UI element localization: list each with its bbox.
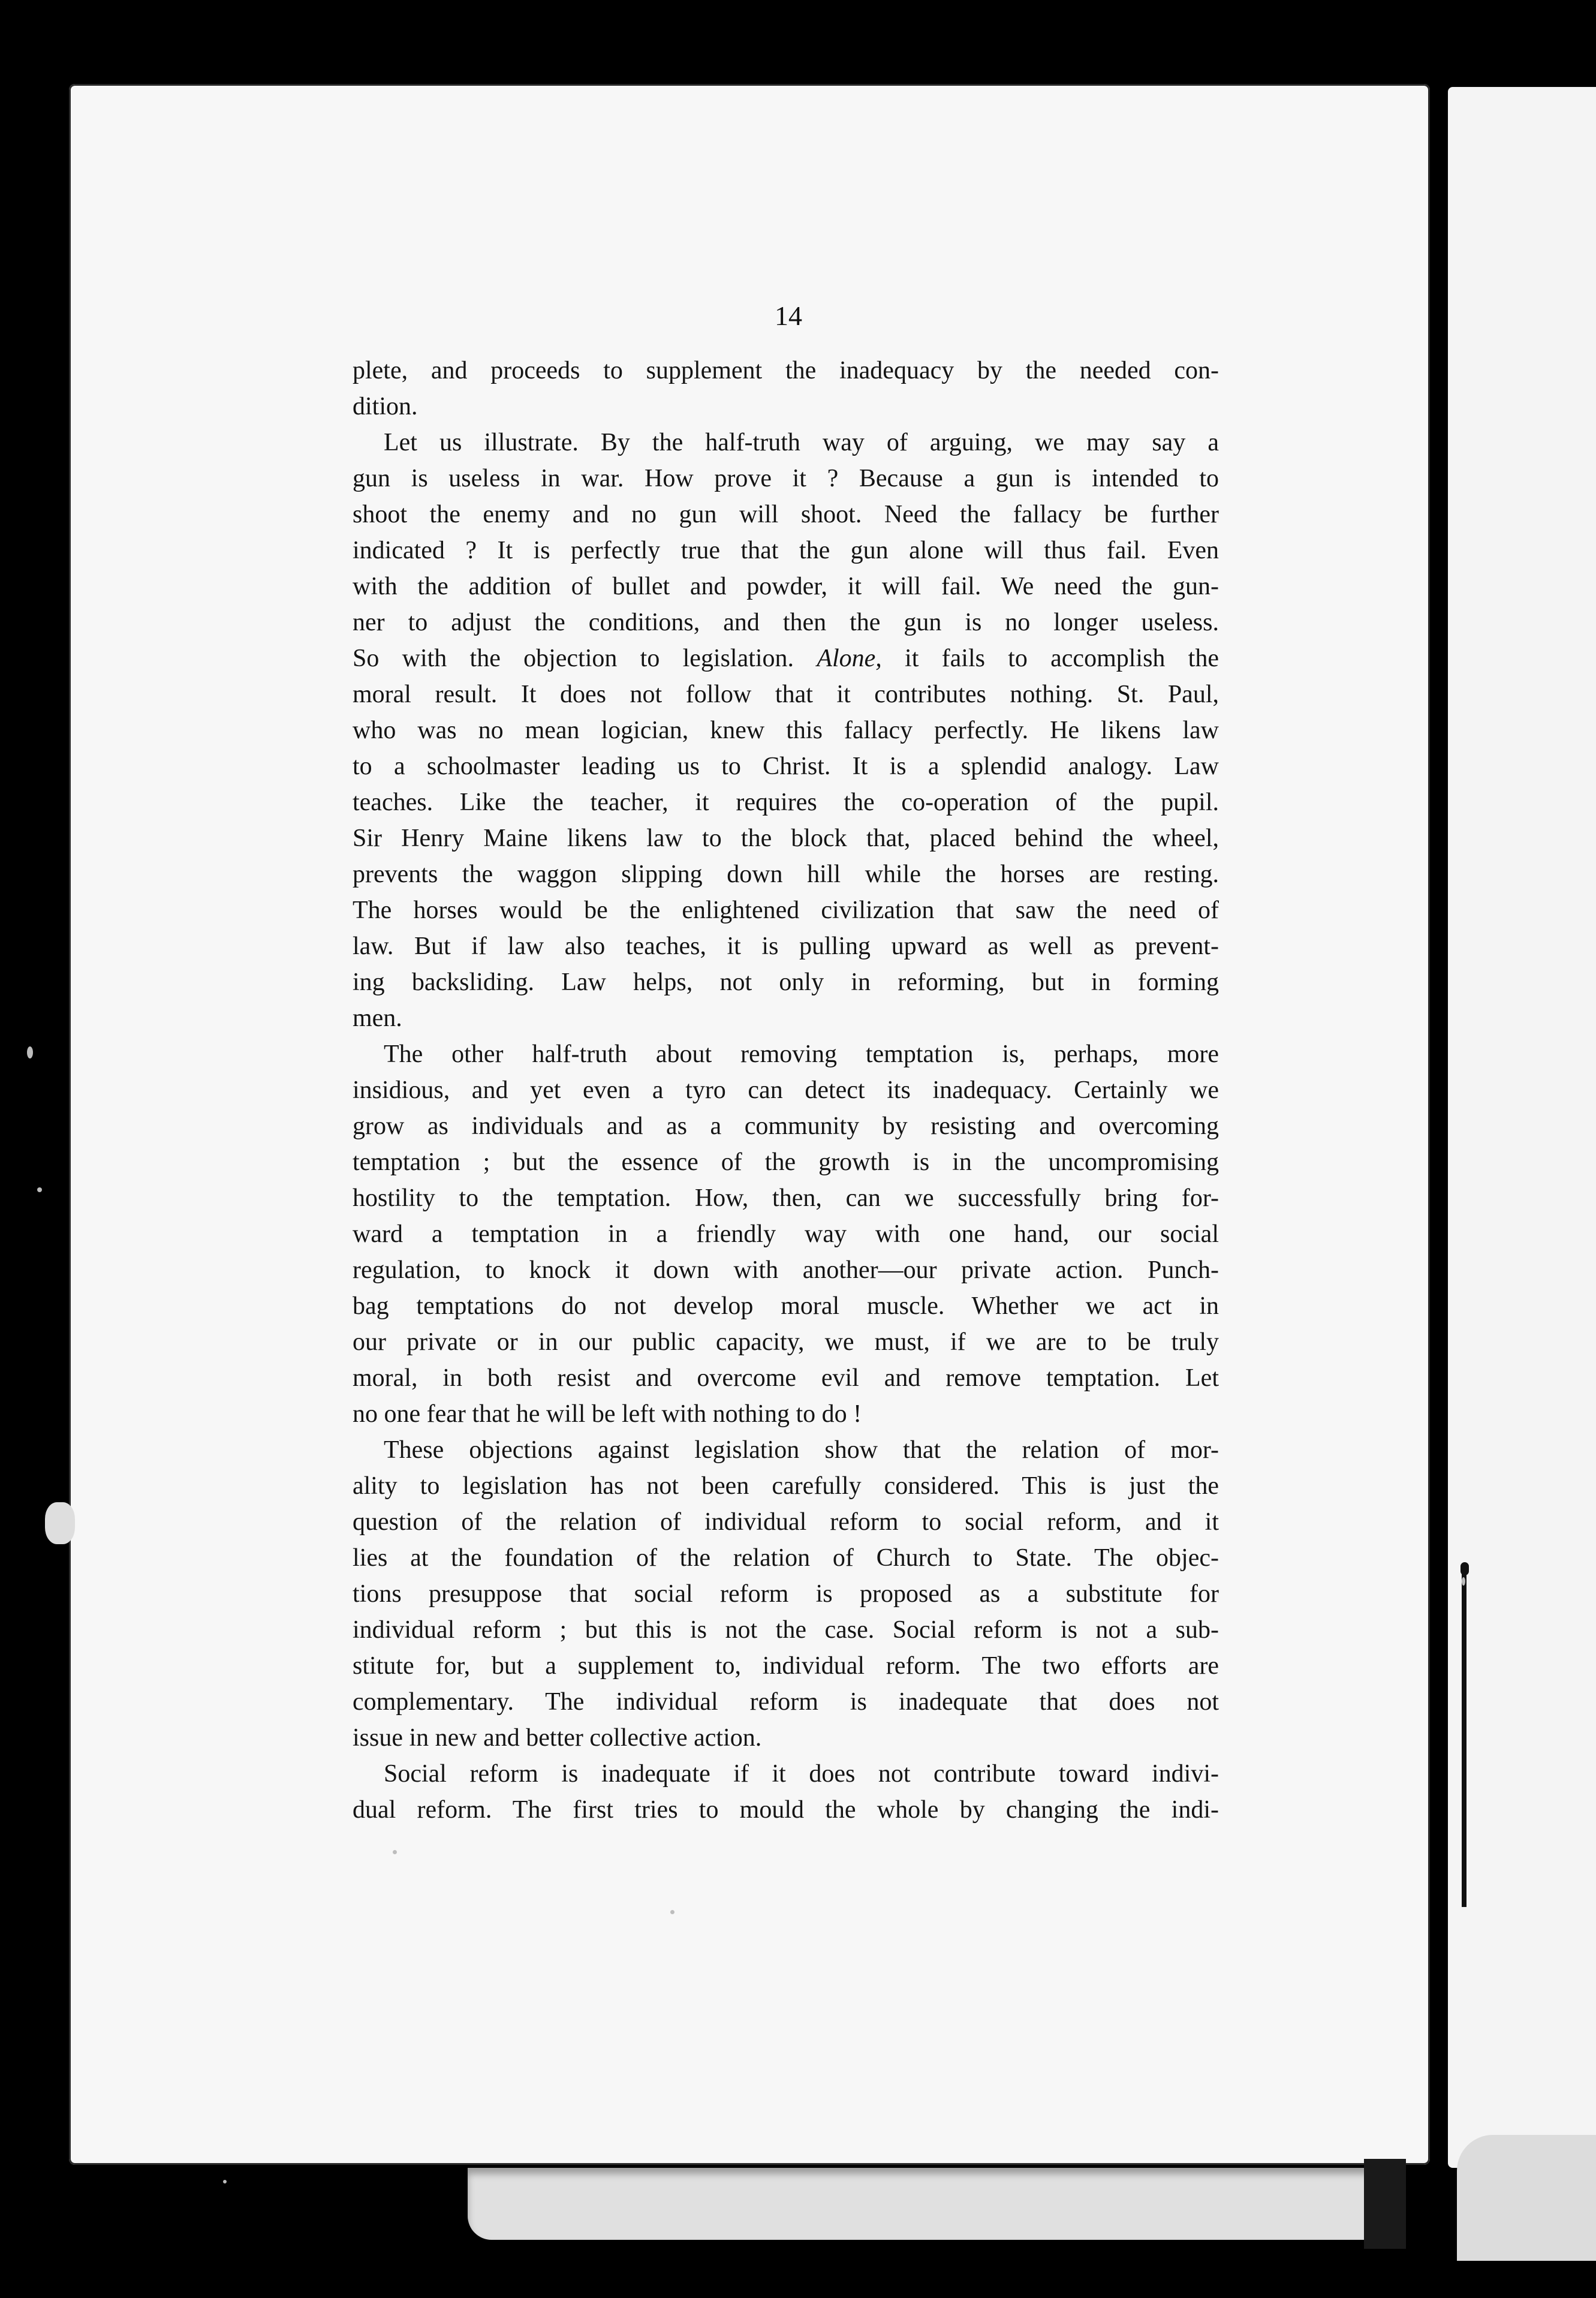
text-line — [353, 640, 1219, 676]
text-line: ner to adjust the conditions, and then the gun is no longer useless. — [353, 609, 1219, 636]
text-line: bag temptations do not develop moral muscle. Whether we act in — [353, 1292, 1219, 1320]
text-line: These objections against legislation show that the relation of mor- — [384, 1436, 1219, 1464]
text-line: plete, and proceeds to supplement the inadequacy by the needed con- — [353, 357, 1219, 384]
text-line: The horses would be the enlightened civilization that saw the need of — [353, 897, 1219, 924]
text-line: issue in new and better collective action. — [353, 1724, 762, 1752]
speck — [1462, 1577, 1465, 1586]
text-segment: it fails to accomplish the — [881, 645, 1219, 672]
text-line: tions presuppose that social reform is proposed as a substitute for — [353, 1580, 1219, 1608]
text-line: stitute for, but a supplement to, individual reform. The two efforts are — [353, 1652, 1219, 1680]
speck — [670, 1910, 674, 1914]
speck — [393, 1850, 397, 1854]
text-line: regulation, to knock it down with another—our private action. Punch- — [353, 1256, 1219, 1284]
text-line: our private or in our public capacity, we must, if we are to be truly — [353, 1328, 1219, 1356]
text-line: ing backsliding. Law helps, not only in reforming, but in forming — [353, 968, 1219, 996]
text-line: hostility to the temptation. How, then, can we successfully bring for- — [353, 1184, 1219, 1212]
text-line: dual reform. The first tries to mould the whole by changing the indi- — [353, 1796, 1219, 1824]
text-line: lies at the foundation of the relation of Church to State. The objec- — [353, 1544, 1219, 1572]
text-line: moral, in both resist and overcome evil and remove temptation. Let — [353, 1364, 1219, 1392]
body-text — [353, 353, 1219, 1828]
text-line: insidious, and yet even a tyro can detect its inadequacy. Certainly we — [353, 1076, 1219, 1104]
text-line: Social reform is inadequate if it does not contribute toward indivi- — [384, 1760, 1219, 1788]
text-line: ward a temptation in a friendly way with one hand, our social — [353, 1220, 1219, 1248]
text-line: teaches. Like the teacher, it requires the co-operation of the pupil. — [353, 789, 1219, 816]
text-line: temptation ; but the essence of the growth is in the uncompromising — [353, 1148, 1219, 1176]
speck — [223, 2180, 227, 2183]
text-line: moral result. It does not follow that it contributes nothing. St. Paul, — [353, 681, 1219, 708]
text-line: who was no mean logician, knew this fallacy perfectly. He likens law — [353, 717, 1219, 744]
text-line: grow as individuals and as a community by resisting and overcoming — [353, 1112, 1219, 1140]
text-line: The other half-truth about removing temptation is, perhaps, more — [384, 1040, 1219, 1068]
text-line: with the addition of bullet and powder, it will fail. We need the gun- — [353, 573, 1219, 600]
text-segment: So with the objection to legislation. — [353, 645, 817, 672]
text-line: ality to legislation has not been carefully considered. This is just the — [353, 1472, 1219, 1500]
text-line: no one fear that he will be left with nothing to do ! — [353, 1400, 862, 1428]
speck — [27, 1046, 33, 1058]
italic-word: Alone, — [817, 645, 882, 672]
text-line: shoot the enemy and no gun will shoot. Need the fallacy be further — [353, 501, 1219, 528]
text-line: indicated ? It is perfectly true that the gun alone will thus fail. Even — [353, 537, 1219, 564]
text-line: prevents the waggon slipping down hill while the horses are resting. — [353, 861, 1219, 888]
page-bottom-curl — [468, 2168, 1403, 2240]
text-line: law. But if law also teaches, it is pulling upward as well as prevent- — [353, 933, 1219, 960]
text-line: individual reform ; but this is not the case. Social reform is not a sub- — [353, 1616, 1219, 1644]
facing-page-edge — [1448, 87, 1596, 2168]
binding-mark — [1461, 1562, 1469, 1575]
text-line: complementary. The individual reform is inadequate that does not — [353, 1688, 1219, 1716]
text-line: dition. — [353, 393, 418, 420]
page-bottom-shadow — [1364, 2159, 1406, 2249]
text-line: men. — [353, 1004, 402, 1032]
binding-shadow — [1462, 1571, 1466, 1907]
text-line: gun is useless in war. How prove it ? Because a gun is intended to — [353, 465, 1219, 492]
text-line: to a schoolmaster leading us to Christ. It is a splendid analogy. Law — [353, 753, 1219, 780]
page-number: 14 — [775, 300, 802, 331]
margin-blemish — [45, 1502, 75, 1544]
text-line: question of the relation of individual reform to social reform, and it — [353, 1508, 1219, 1536]
facing-page-fold — [1457, 2135, 1596, 2261]
text-line: Let us illustrate. By the half-truth way of arguing, we may say a — [384, 429, 1219, 456]
speck — [37, 1187, 42, 1192]
text-line: Sir Henry Maine likens law to the block that, placed behind the wheel, — [353, 825, 1219, 852]
